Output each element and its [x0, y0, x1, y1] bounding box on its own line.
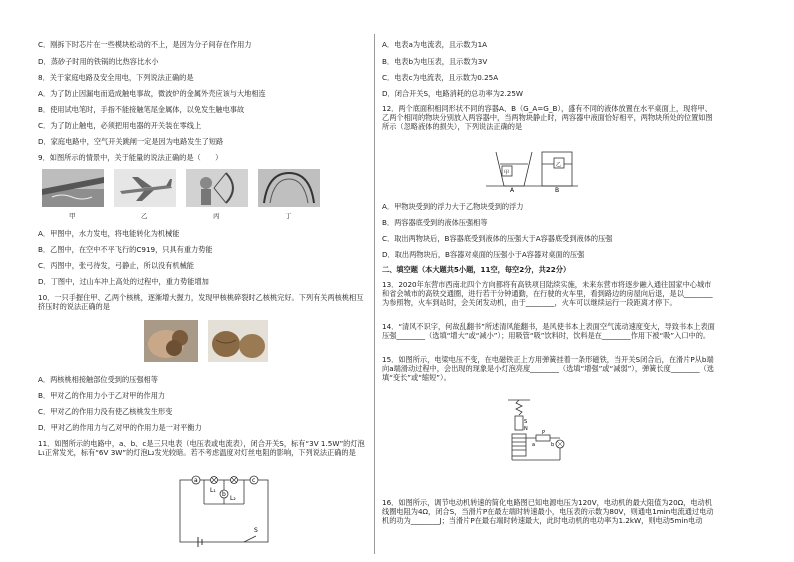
left-column: [38, 0, 368, 562]
bow-photo: [186, 169, 248, 207]
figure-label: 丙: [213, 212, 220, 220]
text-line: D．蒸砂子时用的铁锅的比热容比水小: [38, 57, 159, 66]
question-10: 10．一只手握住甲、乙两个核桃，逐渐增大握力，发现甲核桃碎裂时乙核桃完好。下列有关两核桃相互挤压时的说法正确的是: [38, 293, 364, 311]
magnet-label: N: [524, 426, 528, 432]
circuit-diagram: [174, 474, 274, 550]
text-line: D．甲对乙的作用力与乙对甲的作用力是一对平衡力: [38, 423, 202, 432]
text-line: D．闭合开关S，电路消耗的总功率为2.25W: [382, 89, 524, 98]
magnet-label: a: [532, 442, 536, 448]
question-12: 12．两个底面积相同形状不同的容器A、B（G_A=G_B），盛有不同的液体放置在水平桌面上，现将甲、乙两个相同的物块分别放入两容器中，当两物块静止时，两容器中液面恰好相平，两物块所处的位置如图所示（忽略液体的损失），下列说法正确的是: [382, 104, 713, 131]
text-line: A．两核桃相接触部位受到的压强相等: [38, 375, 158, 384]
circuit-label: a: [194, 477, 198, 484]
text-line: C．取出两物块后，B容器底受到液体的压强大于A容器底受到液体的压强: [382, 234, 613, 243]
text-line: A．甲物块受到的浮力大于乙物块受到的浮力: [382, 202, 524, 211]
magnet-label: P: [542, 430, 546, 436]
circuit-label: L₂: [230, 495, 236, 502]
figure-label: 丁: [285, 212, 292, 220]
section-heading: 二、填空题（本大题共5小题，11空，每空2分，共22分）: [382, 265, 571, 274]
text-line: D．丁图中，过山车冲上高处的过程中，重力势能增加: [38, 277, 209, 286]
figure-label: 甲: [69, 212, 76, 220]
text-line: D．家庭电路中，空气开关跳闸一定是因为电路发生了短路: [38, 137, 224, 146]
dam-photo: [42, 169, 104, 207]
text-line: A．为了防止因漏电而造成触电事故，微波炉的金属外壳应该与大地相连: [38, 89, 266, 98]
text-line: A．甲图中，水力发电，将电能转化为机械能: [38, 229, 180, 238]
figure-label: 乙: [141, 212, 148, 220]
container-label: 乙: [556, 162, 562, 168]
text-line: C．丙图中，张弓待发，弓静止，所以没有机械能: [38, 261, 194, 270]
right-column: [382, 0, 718, 562]
text-line: C．刚拆下时芯片在一些模块松动的不上，是因为分子间存在作用力: [38, 40, 252, 49]
airplane-photo: [114, 169, 176, 207]
container-label: A: [510, 187, 515, 192]
question-14: 14．“清风不识字，何故乱翻书”所述清风能翻书，是风使书本上表面空气流动速度变大，导致书本上表面压强________（选填“增大”或“减小”）；用吸管“吸”饮料时，饮料是在________作用下被“吸”入口中的。: [382, 322, 715, 340]
text-line: B．甲对乙的作用力小于乙对甲的作用力: [38, 391, 166, 400]
circuit-label: b: [222, 491, 226, 498]
text-line: B．使用试电笔时，手指不能接触笔尾金属体，以免发生触电事故: [38, 105, 245, 114]
circuit-label: S: [254, 527, 258, 534]
containers-diagram: [486, 140, 578, 192]
magnet-label: b: [551, 442, 555, 448]
hand-walnut-photo: [144, 320, 198, 362]
rollercoaster-photo: [258, 169, 320, 207]
column-divider: [374, 34, 375, 554]
circuit-label: L₁: [210, 487, 216, 494]
text-line: C．甲对乙的作用力没有使乙核桃发生形变: [38, 407, 173, 416]
question-13: 13．2020年东营市西南北四个方向都将有高铁项目陆续实施，未来东营市将逐步融入通往国家中心城市和省会城市的高铁交通圈，进行若干分钟通勤，在行驶的火车里，看到路边的房屋向后退，是以________为参照物，火车到站时，会关闭发动机，由于________，火车可以继续运行一段距离才停下。: [382, 280, 713, 307]
container-label: 甲: [504, 170, 510, 176]
question-16: 16．如图所示，调节电动机转速的简化电路图已知电源电压为120V，电动机的最大阻值为20Ω，电动机线圈电阻为4Ω，闭合S，当滑片P在最左端时转速最小，电压表的示数为80V，则通电1min电流通过电动机的功为________J；当滑片P在最右端时转速最大，此时电动机的电功率为1.2kW，则电动5min电动: [382, 498, 714, 525]
text-line: A．电表a为电流表，且示数为1A: [382, 40, 488, 49]
electromagnet-diagram: [500, 398, 572, 464]
question-8: 8．关于家庭电路及安全用电，下列说法正确的是: [38, 73, 194, 82]
text-line: C．为了防止触电，必须把用电器的开关装在零线上: [38, 121, 202, 130]
text-line: C．电表c为电流表，且示数为0.25A: [382, 73, 499, 82]
question-9: 9．如图所示的情景中，关于能量的说法正确的是（ ）: [38, 153, 223, 162]
question-11: 11．如图所示的电路中，a、b、c是三只电表（电压表或电流表），闭合开关S，标有“3V 1.5W”的灯泡L₁正常发光，标有“6V 3W”的灯泡L₂发光较暗。若不考虑温度对灯丝电阻的影响，下列说法正确的是: [38, 439, 365, 457]
circuit-label: c: [252, 477, 256, 484]
text-line: B．乙图中，在空中不平飞行的C919，只具有重力势能: [38, 245, 213, 254]
question-15: 15．如图所示，电梁电压不变，在电磁铁正上方用弹簧挂着一条形磁铁，当开关S闭合后，在滑片P从b端向a端滑动过程中，会出现的现象是小灯泡亮度________（选填“增强”或“减弱”），弹簧长度________（选填“变长”或“缩短”）。: [382, 355, 714, 382]
text-line: B．电表b为电压表，且示数为3V: [382, 57, 488, 66]
text-line: D．取出两物块后，B容器对桌面的压强小于A容器对桌面的压强: [382, 250, 585, 259]
container-label: B: [555, 187, 560, 192]
magnet-label: S: [524, 419, 528, 425]
text-line: B．两容器底受到的液体压强相等: [382, 218, 488, 227]
walnuts-photo: [208, 320, 268, 362]
